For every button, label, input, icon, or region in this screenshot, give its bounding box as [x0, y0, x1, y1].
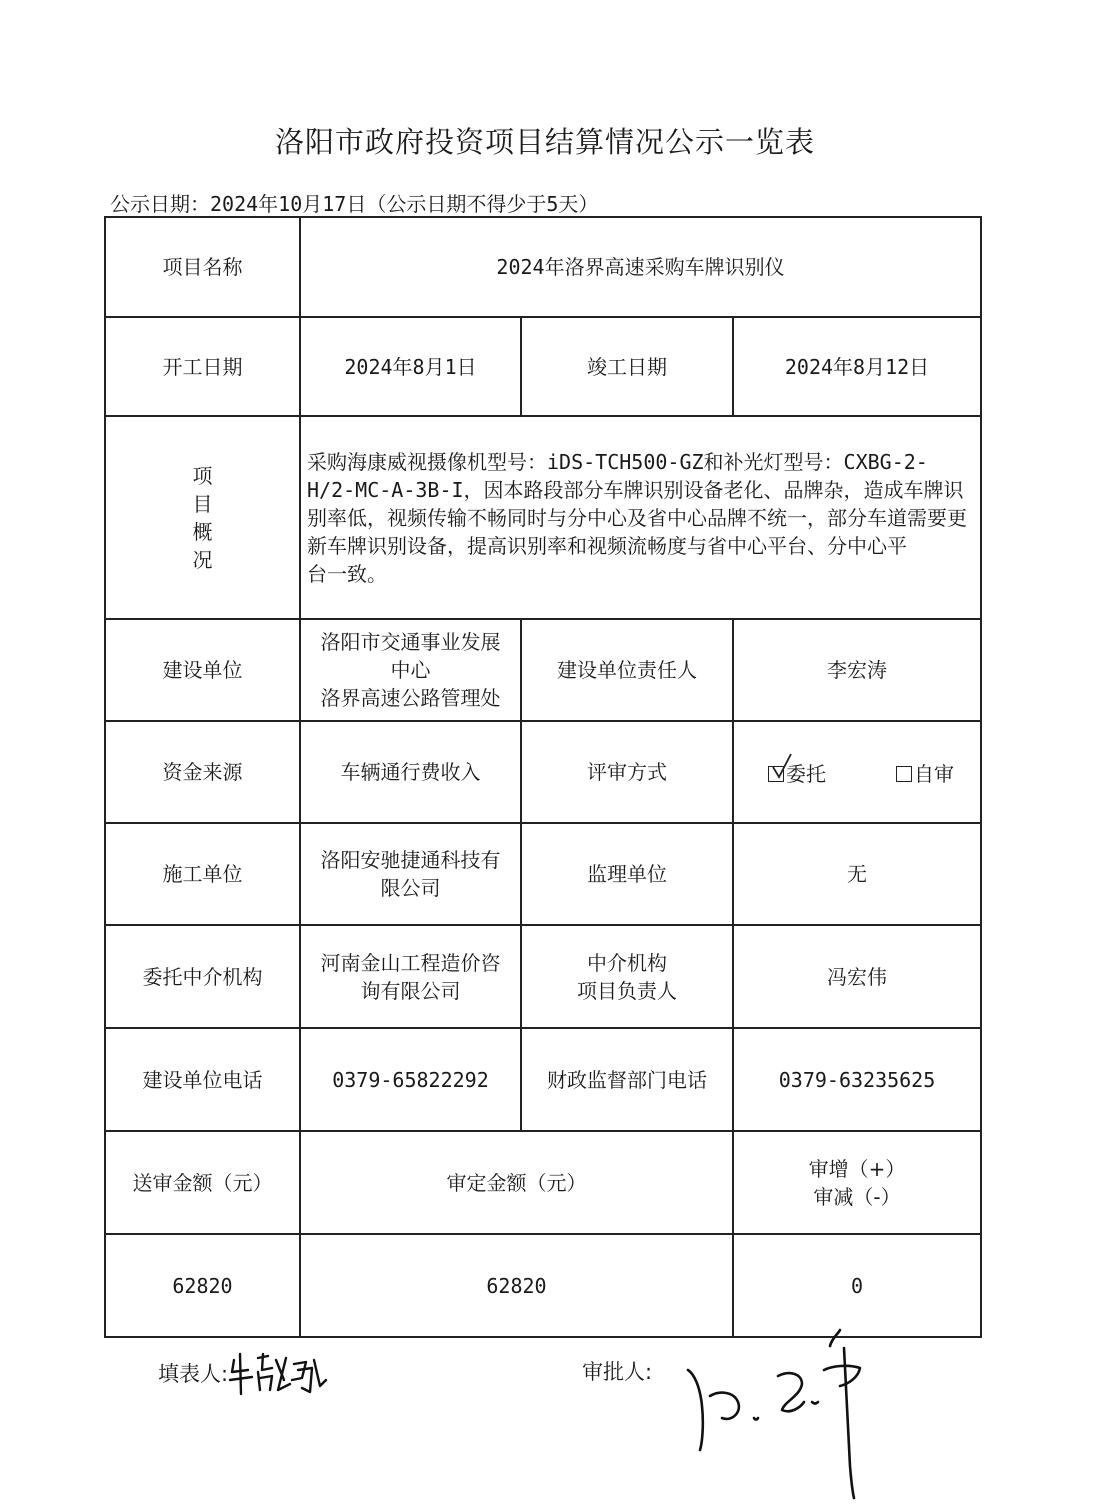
unit-phone-label: 建设单位电话 [105, 1028, 300, 1131]
row-agency [105, 925, 981, 1028]
submitted-amount-label: 送审金额（元） [105, 1131, 300, 1234]
publication-date [110, 188, 598, 217]
supervisor-value: 无 [733, 823, 981, 925]
filler-signature-icon [228, 1350, 328, 1400]
settlement-table [104, 216, 982, 1338]
option-self-label: 自审 [914, 762, 954, 786]
option-entrusted-label: 委托 [786, 762, 826, 786]
filler-label: 填表人: [158, 1362, 229, 1386]
overview-label-char: 目 [192, 491, 213, 516]
document-title: 洛阳市政府投资项目结算情况公示一览表 [274, 125, 815, 159]
finance-phone-label: 财政监督部门电话 [521, 1028, 733, 1131]
checkbox-self[interactable] [896, 766, 912, 782]
overview-label [105, 416, 300, 619]
row-dates [105, 317, 981, 416]
row-contractor [105, 823, 981, 925]
option-entrusted[interactable] [768, 760, 826, 788]
overview-text-last: 台一致。 [307, 561, 387, 586]
overview-label-char: 况 [192, 547, 213, 572]
end-date-label: 竣工日期 [521, 317, 733, 416]
project-name-label: 项目名称 [105, 217, 300, 317]
supervisor-label: 监理单位 [521, 823, 733, 925]
amount-change-value: 0 [733, 1234, 981, 1337]
review-method-options [733, 721, 981, 823]
contractor-value [300, 823, 521, 925]
agency-lead-label-line: 中介机构 [587, 950, 667, 975]
agency-lead-label-line: 项目负责人 [577, 978, 677, 1003]
start-date-value: 2024年8月1日 [300, 317, 521, 416]
row-project-name [105, 217, 981, 317]
row-funding [105, 721, 981, 823]
approved-amount-value: 62820 [300, 1234, 733, 1337]
agency-line: 河南金山工程造价咨 [320, 950, 501, 975]
overview-text-cell [300, 416, 981, 619]
agency-lead-value: 冯宏伟 [733, 925, 981, 1028]
funding-label: 资金来源 [105, 721, 300, 823]
end-date-value: 2024年8月12日 [733, 317, 981, 416]
overview-label-char: 概 [192, 519, 213, 544]
approver-signature-icon [680, 1326, 880, 1506]
agency-label: 委托中介机构 [105, 925, 300, 1028]
finance-phone-value: 0379-63235625 [733, 1028, 981, 1131]
overview-label-char: 项 [192, 463, 213, 488]
contractor-line: 限公司 [380, 876, 441, 900]
construction-unit-label: 建设单位 [105, 619, 300, 721]
review-method-label: 评审方式 [521, 721, 733, 823]
row-amount-values [105, 1234, 981, 1337]
amount-decrease-label: 审减（-） [813, 1184, 901, 1209]
construction-unit-line: 洛界高速公路管理处 [320, 686, 501, 710]
amount-change-label [733, 1131, 981, 1234]
amount-increase-label: 审增（+） [808, 1156, 906, 1181]
construction-unit-line: 洛阳市交通事业发展 [320, 630, 501, 654]
row-construction-unit [105, 619, 981, 721]
contractor-label: 施工单位 [105, 823, 300, 925]
publication-date-value: 2024年10月17日（公示日期不得少于5天） [210, 192, 599, 216]
approved-amount-label: 审定金额（元） [300, 1131, 733, 1234]
responsible-label: 建设单位责任人 [521, 619, 733, 721]
checkbox-entrusted[interactable] [768, 766, 784, 782]
check-icon [771, 753, 793, 779]
agency-value [300, 925, 521, 1028]
publication-date-label: 公示日期： [110, 192, 210, 216]
row-overview [105, 416, 981, 619]
project-name-value: 2024年洛界高速采购车牌识别仪 [300, 217, 981, 317]
unit-phone-value: 0379-65822292 [300, 1028, 521, 1131]
agency-line: 询有限公司 [360, 978, 461, 1003]
funding-value: 车辆通行费收入 [300, 721, 521, 823]
row-amount-headers [105, 1131, 981, 1234]
agency-lead-label [521, 925, 733, 1028]
contractor-line: 洛阳安驰捷通科技有 [320, 848, 501, 872]
submitted-amount-value: 62820 [105, 1234, 300, 1337]
approver-label: 审批人: [582, 1360, 653, 1384]
overview-text: 采购海康威视摄像机型号：iDS-TCH500-GZ和补光灯型号：CXBG-2-H/2-MC-A-3B-I，因本路段部分车牌识别设备老化、品牌杂，造成车牌识别率低，视频传输不畅同时与分中心及省中心品牌不统一，部分车道需要更新车牌识别设备，提高识别率和视频流畅度与省中心平台、分中心平 [307, 449, 967, 558]
option-self[interactable] [896, 760, 954, 788]
construction-unit-line: 中心 [390, 658, 431, 682]
start-date-label: 开工日期 [105, 317, 300, 416]
construction-unit-value [300, 619, 521, 721]
responsible-value: 李宏涛 [733, 619, 981, 721]
row-phones [105, 1028, 981, 1131]
